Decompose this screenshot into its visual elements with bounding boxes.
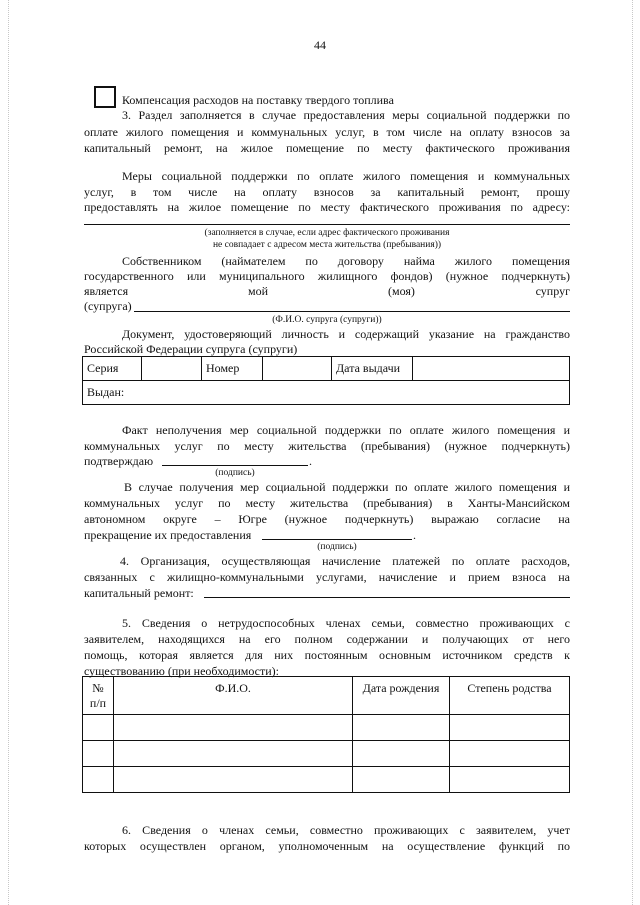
family-cell[interactable] [114,715,353,741]
section5-last-text: существованию (при необходимости): [84,664,280,678]
doc-issued-by[interactable]: Выдан: [83,381,570,405]
fact-period: . [309,454,312,468]
doc-number-value[interactable] [263,357,332,381]
table-row [83,715,570,741]
family-header-birth: Дата рождения [353,677,450,715]
family-table [82,676,570,793]
family-cell[interactable] [450,767,570,793]
family-cell[interactable] [353,741,450,767]
checkbox[interactable] [94,86,116,108]
family-cell[interactable] [353,767,450,793]
table-row [83,767,570,793]
family-header-relation: Степень родства [450,677,570,715]
address-hint-1: (заполняется в случае, если адрес фактического проживания [204,228,450,238]
section4-line2: связанных с жилищно-коммунальными услугами, начисление и прием взноса на [84,570,570,584]
fact-line2: коммунальных услуг по месту жительства (пребывания) (нужное подчеркнуть) [84,439,570,453]
consent-line3: автономном округе – Югре (нужное подчеркнуть) выражаю согласие на [84,512,570,526]
doc-date-value[interactable] [413,357,570,381]
measures-line1: Меры социальной поддержки по оплате жилого помещения и коммунальных [122,169,570,183]
family-header-name: Ф.И.О. [114,677,353,715]
checkbox-label: Компенсация расходов на поставку твердого топлива [122,93,394,107]
section3-line3: капитальный ремонт, на жилое помещение по месту фактического проживания [84,141,570,155]
consent-period: . [413,528,416,542]
section3-line1: 3. Раздел заполняется в случае предоставления меры социальной поддержки по [122,108,570,122]
owner-line2: государственного или муниципального жилищного фондов) (нужное подчеркнуть) [84,269,570,283]
owner-my: мой [248,284,269,298]
doc-series-value[interactable] [142,357,202,381]
fact-signature-field[interactable] [162,465,308,466]
consent-signature-hint: (подпись) [317,542,357,552]
document-line1: Документ, удостоверяющий личность и содержащий указание на гражданство [122,327,570,341]
section4-last: капитальный ремонт: [84,586,194,600]
section5-line3: помощь, которая является для них постоянным основным источником средств к [84,648,570,662]
fact-line1: Факт неполучения мер социальной поддержки по оплате жилого помещения и [122,423,570,437]
consent-last: прекращение их предоставления [84,528,252,542]
owner-line1: Собственником (наймателем по договору найма жилого помещения [122,254,570,268]
document-line2: Российской Федерации супруга (супруги) [84,342,298,356]
family-cell[interactable] [353,715,450,741]
section5-line1: 5. Сведения о нетрудоспособных членах семьи, совместно проживающих с [122,616,570,630]
family-cell[interactable] [114,767,353,793]
address-hint-2: не совпадает с адресом места жительства (пребывания)) [212,240,442,250]
doc-number-label: Номер [202,357,263,381]
organization-field[interactable] [204,597,570,598]
spouse-name-field[interactable] [134,311,570,312]
owner-spouse: супруг [535,284,570,298]
owner-my-fem: (моя) [388,284,415,298]
address-field[interactable] [84,224,570,225]
section5-line2: заявителем, находящихся на его полном содержании и получающих от него [84,632,570,646]
spouse-label: (супруга) [84,299,132,313]
section6-line1: 6. Сведения о членах семьи, совместно проживающих с заявителем, учет [122,823,570,837]
family-cell[interactable] [83,741,114,767]
measures-line2: услуг, в том числе на оплату взносов за капитальный ремонт, прошу [84,185,570,199]
family-cell[interactable] [83,767,114,793]
family-cell[interactable] [450,715,570,741]
family-cell[interactable] [114,741,353,767]
family-cell[interactable] [450,741,570,767]
family-cell[interactable] [83,715,114,741]
fact-confirm: подтверждаю [84,454,154,468]
consent-line2: коммунальных услуг по месту жительства (пребывания) в Ханты-Мансийском [84,496,570,510]
fact-signature-hint: (подпись) [215,468,255,478]
spouse-hint: (Ф.И.О. супруга (супруги)) [272,315,382,325]
page-number: 44 [314,38,326,52]
doc-date-label: Дата выдачи [332,357,413,381]
section6-line2: которых осуществлен органом, уполномоченным на осуществление функций по [84,839,570,853]
section4-line1: 4. Организация, осуществляющая начисление платежей по оплате расходов, [120,554,570,568]
owner-is: является [84,284,129,298]
section3-line2: оплате жилого помещения и коммунальных услуг, в том числе на оплату взносов за [84,125,570,139]
measures-line3: предоставлять на жилое помещение по месту фактического проживания по адресу: [84,200,570,214]
consent-signature-field[interactable] [262,539,412,540]
doc-series-label: Серия [83,357,142,381]
table-row [83,741,570,767]
document-table [82,356,570,405]
consent-line1: В случае получения мер социальной поддержки по оплате жилого помещения и [124,480,570,494]
family-header-no: № п/п [83,677,114,715]
